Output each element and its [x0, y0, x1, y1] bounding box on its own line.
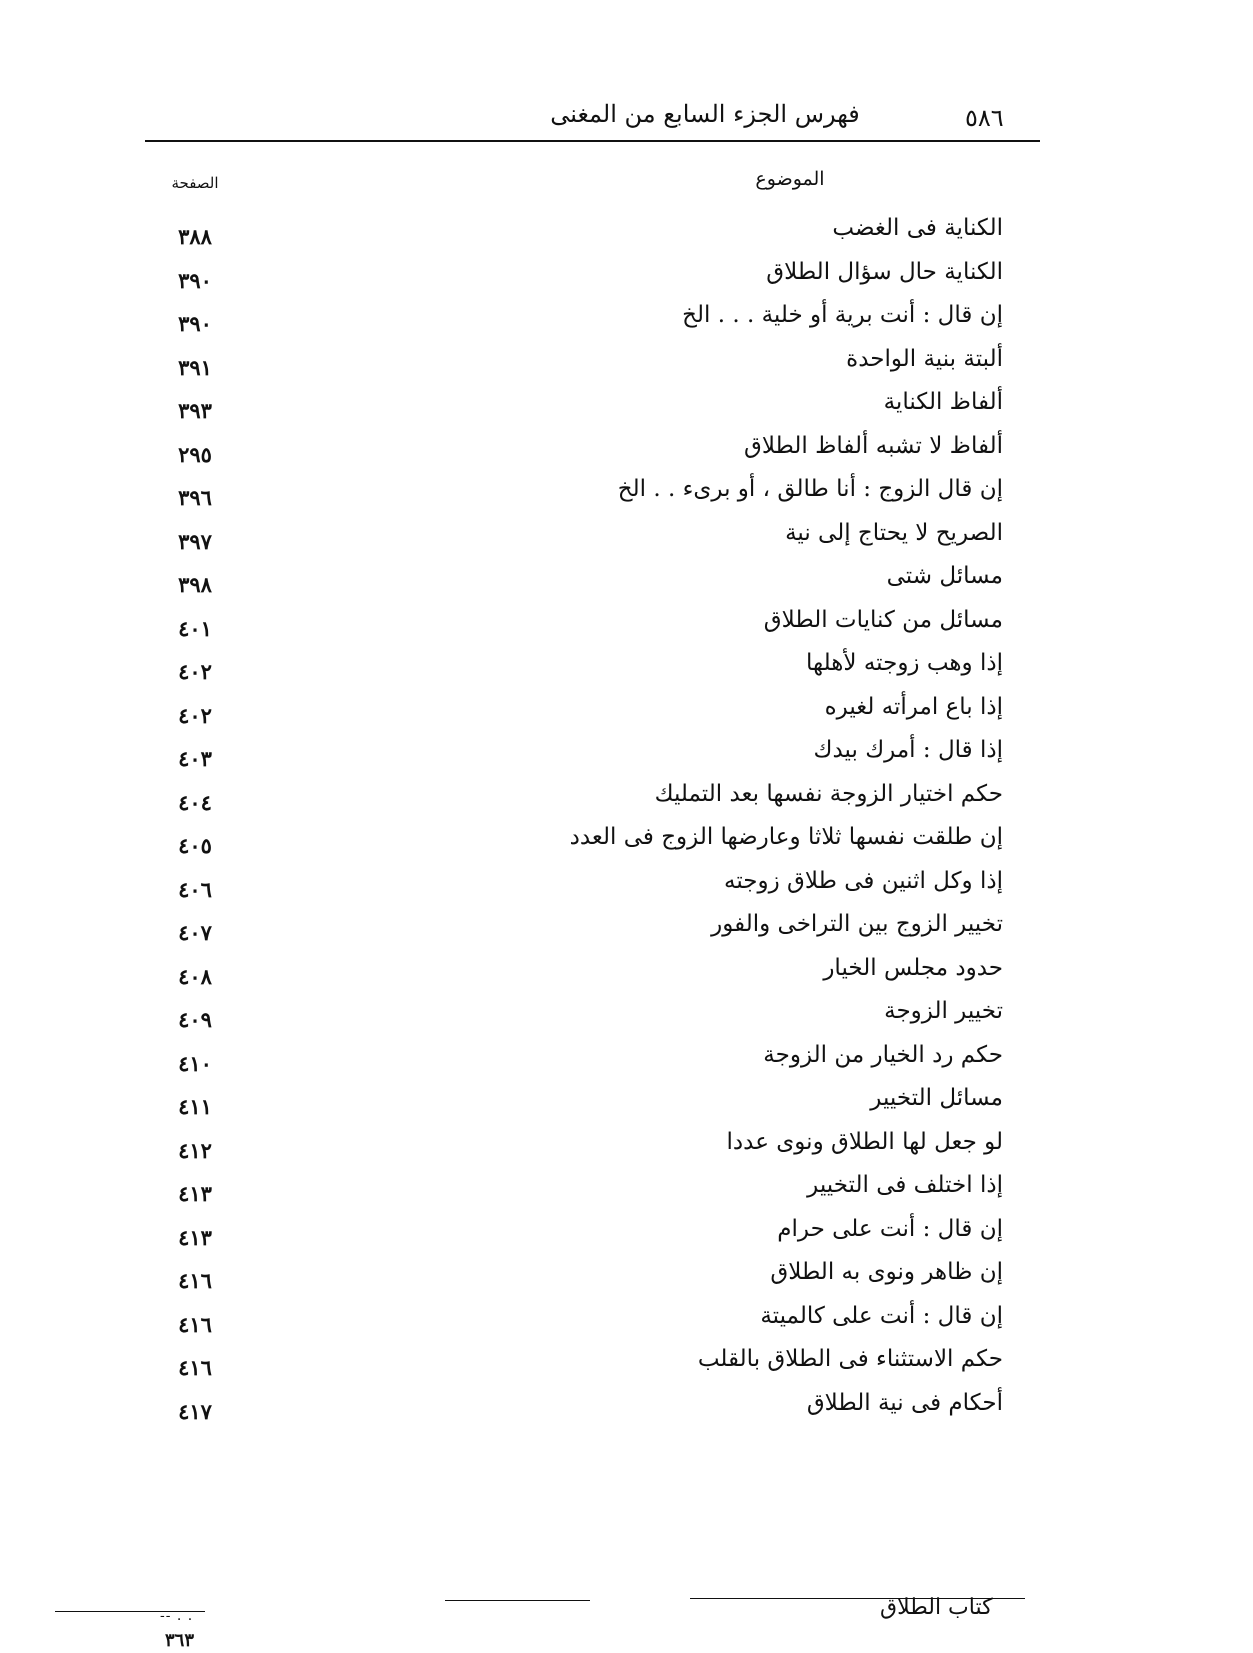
toc-entry	[0, 430, 1253, 474]
entry-page: ٤٠٨	[178, 963, 212, 989]
entry-topic: تخيير الزوجة	[884, 998, 1003, 1024]
toc-entry	[0, 1256, 1253, 1300]
column-headings	[0, 168, 1253, 198]
footer-rule-middle	[445, 1600, 590, 1601]
entry-topic: إن قال : أنت على حرام	[777, 1215, 1003, 1242]
entry-page: ٣٩٨	[178, 572, 212, 597]
toc-entry	[0, 647, 1253, 691]
entry-topic: حدود مجلس الخيار	[823, 954, 1003, 981]
entry-topic: تخيير الزوج بين التراخى والفور	[711, 911, 1003, 937]
footer-section-label: كتاب الطلاق	[880, 1595, 993, 1620]
entry-page: ٤١٧	[178, 1398, 212, 1424]
toc-entry	[0, 212, 1253, 256]
entry-topic: ألفاظ الكناية	[883, 389, 1003, 415]
toc-entry	[0, 908, 1253, 952]
toc-entry	[0, 1343, 1253, 1387]
toc-entry	[0, 1213, 1253, 1257]
entry-topic: إن قال : أنت على كالميتة	[760, 1302, 1003, 1329]
entry-topic: إن ظاهر ونوى به الطلاق	[770, 1259, 1003, 1285]
toc-entry	[0, 1039, 1253, 1083]
entry-page: ٤٠٢	[178, 702, 212, 728]
toc-entry	[0, 778, 1253, 822]
entry-page: ٤١٠	[178, 1050, 212, 1076]
entry-page: ٤٠٧	[178, 920, 212, 945]
table-of-contents	[0, 212, 1253, 1430]
entry-topic: حكم الاستثناء فى الطلاق بالقلب	[697, 1346, 1003, 1372]
entry-topic: ألبتة بنية الواحدة	[846, 345, 1003, 372]
entry-topic: ألفاظ لا تشبه ألفاظ الطلاق	[743, 432, 1003, 459]
entry-page: ٤١٦	[178, 1268, 212, 1293]
entry-page: ٤١٦	[178, 1355, 212, 1380]
entry-page: ٣٩٦	[178, 485, 212, 510]
page-number: ٥٨٦	[965, 104, 1004, 132]
page-header	[145, 100, 1040, 142]
toc-entry	[0, 821, 1253, 865]
entry-topic: إن طلقت نفسها ثلاثا وعارضها الزوج فى العدد	[569, 824, 1003, 850]
entry-topic: مسائل من كنايات الطلاق	[763, 606, 1003, 633]
toc-entry	[0, 299, 1253, 343]
entry-page: ٤٠١	[178, 615, 212, 641]
topic-column-heading: الموضوع	[755, 168, 825, 190]
entry-topic: مسائل التخيير	[870, 1085, 1003, 1111]
entry-topic: إن قال الزوج : أنا طالق ، أو برىء . . الخ	[617, 476, 1003, 502]
entry-topic: إن قال : أنت برية أو خلية . . . الخ	[682, 302, 1003, 328]
page-column-heading: الصفحة	[171, 174, 219, 192]
toc-entry	[0, 952, 1253, 996]
entry-topic: لو جعل لها الطلاق ونوى عددا	[726, 1128, 1003, 1155]
toc-entry	[0, 691, 1253, 735]
entry-topic: إذا اختلف فى التخيير	[807, 1172, 1003, 1198]
toc-entry	[0, 604, 1253, 648]
entry-page: ٤١١	[178, 1094, 212, 1119]
toc-entry	[0, 256, 1253, 300]
toc-entry	[0, 517, 1253, 561]
entry-topic: حكم رد الخيار من الزوجة	[763, 1041, 1003, 1068]
toc-entry	[0, 734, 1253, 778]
entry-topic: الكناية فى الغضب	[832, 215, 1003, 241]
entry-page: ٤٠٢	[178, 659, 212, 684]
toc-entry	[0, 995, 1253, 1039]
entry-page: ٣٩٧	[178, 528, 212, 554]
footer-page-number: ٣٦٣	[165, 1630, 195, 1651]
entry-topic: حكم اختيار الزوجة نفسها بعد التمليك	[654, 780, 1003, 807]
entry-page: ٤٠٦	[178, 876, 212, 902]
entry-topic: الصريح لا يحتاج إلى نية	[785, 519, 1003, 546]
toc-entry	[0, 473, 1253, 517]
entry-page: ٤٠٥	[178, 833, 212, 858]
toc-entry	[0, 1387, 1253, 1431]
footer-dots: -- . .	[160, 1608, 194, 1624]
entry-page: ٣٩٣	[178, 398, 212, 423]
entry-page: ٤٠٣	[178, 746, 212, 771]
entry-page: ٤١٣	[178, 1224, 212, 1250]
entry-topic: إذا وكل اثنين فى طلاق زوجته	[724, 867, 1003, 894]
entry-topic: أحكام فى نية الطلاق	[806, 1389, 1003, 1416]
toc-entry	[0, 1082, 1253, 1126]
entry-topic: الكناية حال سؤال الطلاق	[766, 258, 1003, 285]
entry-page: ٣٨٨	[178, 224, 212, 249]
entry-page: ٣٩٠	[178, 267, 212, 293]
entry-page: ٣٩٠	[178, 311, 212, 336]
entry-topic: إذا قال : أمرك بيدك	[813, 737, 1003, 763]
entry-page: ٤١٣	[178, 1181, 212, 1206]
toc-entry	[0, 1169, 1253, 1213]
entry-page: ٤١٢	[178, 1137, 212, 1163]
toc-entry	[0, 386, 1253, 430]
toc-entry	[0, 865, 1253, 909]
entry-topic: مسائل شتى	[886, 563, 1003, 589]
entry-topic: إذا باع امرأته لغيره	[824, 693, 1003, 720]
entry-page: ٤٠٩	[178, 1007, 212, 1032]
entry-topic: إذا وهب زوجته لأهلها	[806, 650, 1003, 676]
toc-entry	[0, 560, 1253, 604]
entry-page: ٤٠٤	[178, 789, 212, 815]
running-title: فهرس الجزء السابع من المغنى	[550, 100, 860, 128]
toc-entry	[0, 1300, 1253, 1344]
toc-entry	[0, 343, 1253, 387]
toc-entry	[0, 1126, 1253, 1170]
entry-page: ٣٩١	[178, 354, 212, 380]
entry-page: ٤١٦	[178, 1311, 212, 1337]
entry-page: ٢٩٥	[178, 441, 212, 467]
